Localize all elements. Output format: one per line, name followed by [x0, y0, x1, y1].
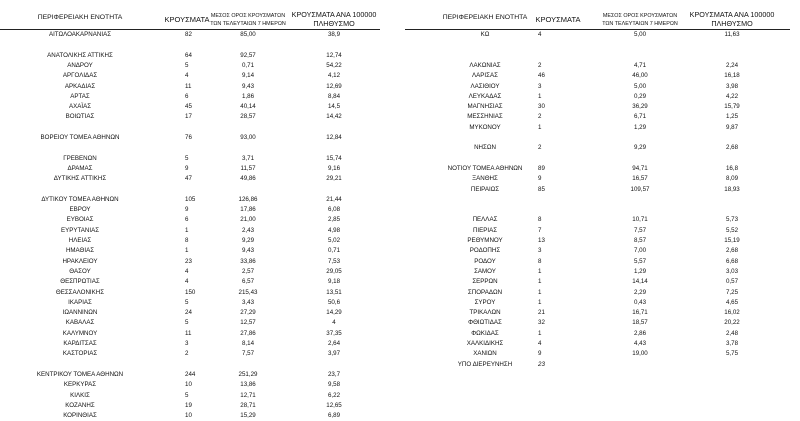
- right-header-per100k-line1: ΚΡΟΥΣΜΑΤΑ ΑΝΑ 100000: [689, 10, 775, 19]
- region-name: ΔΥΤΙΚΗΣ ΑΤΤΙΚΗΣ: [53, 175, 107, 183]
- cases-value: 19: [185, 401, 192, 409]
- region-name: ΘΑΣΟΥ: [69, 267, 91, 275]
- region-name: ΡΟΔΟΠΗΣ: [469, 247, 501, 255]
- region-name: ΣΑΜΟΥ: [474, 267, 496, 275]
- region-name: ΔΥΤΙΚΟΥ ΤΟΜΕΑ ΑΘΗΝΩΝ: [41, 195, 119, 203]
- cases-value: 21: [538, 309, 545, 317]
- avg-7day-value: 49,86: [240, 175, 256, 183]
- left-header-divider: [0, 29, 380, 30]
- region-name: ΘΕΣΣΑΛΟΝΙΚΗΣ: [55, 288, 105, 296]
- region-name: ΛΑΣΙΘΙΟΥ: [470, 82, 500, 90]
- avg-7day-value: 16,71: [632, 309, 648, 317]
- cases-value: 1: [538, 92, 542, 100]
- avg-7day-value: 12,57: [240, 319, 256, 327]
- cases-value: 3: [538, 247, 542, 255]
- left-header-avg-line1: ΜΕΣΟΣ ΟΡΟΣ ΚΡΟΥΣΜΑΤΩΝ: [210, 13, 286, 19]
- cases-value: 46: [538, 72, 545, 80]
- cases-value: 1: [538, 267, 542, 275]
- per-100k-value: 5,52: [725, 226, 739, 234]
- avg-7day-value: 5,57: [633, 257, 647, 265]
- per-100k-value: 2,24: [725, 61, 739, 69]
- region-name: ΡΕΘΥΜΝΟΥ: [467, 237, 503, 244]
- region-name: ΗΛΕΙΑΣ: [68, 237, 92, 244]
- cases-value: 4: [538, 31, 542, 38]
- per-100k-value: 12,69: [326, 82, 342, 90]
- cases-value: 5: [185, 319, 189, 327]
- cases-value: 76: [185, 134, 192, 141]
- region-name: ΡΟΔΟΥ: [474, 257, 496, 265]
- region-name: ΣΥΡΟΥ: [474, 298, 496, 306]
- region-name: ΛΑΚΩΝΙΑΣ: [469, 61, 501, 69]
- avg-7day-value: 28,71: [240, 401, 256, 409]
- avg-7day-value: 2,86: [633, 329, 647, 337]
- per-100k-value: 9,87: [725, 123, 739, 131]
- avg-7day-value: 93,00: [240, 134, 256, 141]
- per-100k-value: 54,22: [326, 61, 342, 69]
- cases-value: 47: [185, 175, 192, 183]
- region-name: ΜΥΚΟΝΟΥ: [469, 123, 501, 131]
- region-name: ΚΑΡΔΙΤΣΑΣ: [63, 340, 97, 347]
- avg-7day-value: 33,86: [240, 257, 256, 265]
- region-name: ΘΕΣΠΡΩΤΙΑΣ: [60, 278, 100, 286]
- per-100k-value: 5,75: [725, 350, 739, 358]
- cases-value: 11: [185, 82, 192, 90]
- avg-7day-value: 6,71: [633, 113, 647, 121]
- cases-value: 1: [538, 298, 542, 306]
- avg-7day-value: 6,57: [241, 278, 255, 286]
- per-100k-value: 15,74: [326, 154, 342, 162]
- avg-7day-value: 3,71: [241, 154, 255, 162]
- per-100k-value: 15,19: [724, 237, 740, 244]
- region-name: ΑΡΤΑΣ: [70, 92, 90, 100]
- cases-value: 1: [538, 123, 542, 131]
- avg-7day-value: 36,29: [632, 103, 648, 111]
- left-header-per100k-line1: ΚΡΟΥΣΜΑΤΑ ΑΝΑ 100000: [291, 10, 377, 19]
- region-name: ΚΟΖΑΝΗΣ: [65, 401, 95, 409]
- avg-7day-value: 16,57: [632, 175, 648, 183]
- cases-value: 11: [185, 329, 192, 337]
- region-name: ΑΝΑΤΟΛΙΚΗΣ ΑΤΤΙΚΗΣ: [47, 51, 113, 59]
- per-100k-value: 23,7: [327, 370, 341, 378]
- region-name: ΤΡΙΚΑΛΩΝ: [469, 309, 501, 317]
- cases-value: 105: [185, 195, 196, 203]
- per-100k-value: 21,44: [326, 195, 342, 203]
- avg-7day-value: 92,57: [240, 51, 256, 59]
- per-100k-value: 4,98: [327, 226, 341, 234]
- avg-7day-value: 0,71: [241, 61, 255, 69]
- avg-7day-value: 5,00: [633, 31, 647, 38]
- avg-7day-value: 9,14: [241, 72, 255, 80]
- per-100k-value: 3,78: [725, 340, 739, 347]
- avg-7day-value: 1,29: [633, 123, 647, 131]
- cases-value: 82: [185, 31, 192, 38]
- per-100k-value: 16,02: [724, 309, 740, 317]
- per-100k-value: 8,09: [725, 175, 739, 183]
- per-100k-value: 0,57: [725, 278, 739, 286]
- region-name: ΛΕΥΚΑΔΑΣ: [468, 92, 502, 100]
- avg-7day-value: 10,71: [632, 216, 648, 224]
- region-name: ΧΑΛΚΙΔΙΚΗΣ: [466, 340, 504, 347]
- avg-7day-value: 21,00: [240, 216, 256, 224]
- cases-value: 9: [538, 175, 542, 183]
- right-header-avg-line2: ΤΩΝ ΤΕΛΕΥΤΑΙΩΝ 7 ΗΜΕΡΩΝ: [602, 21, 678, 28]
- avg-7day-value: 9,43: [241, 82, 255, 90]
- cases-value: 4: [538, 340, 542, 347]
- cases-value: 17: [185, 113, 192, 121]
- avg-7day-value: 0,43: [633, 298, 647, 306]
- left-header-avg-line2: ΤΩΝ ΤΕΛΕΥΤΑΙΩΝ 7 ΗΜΕΡΩΝ: [210, 21, 286, 28]
- cases-value: 4: [185, 278, 189, 286]
- per-100k-value: 50,6: [327, 298, 341, 306]
- region-name: ΠΙΕΡΙΑΣ: [472, 226, 498, 234]
- region-name: ΕΒΡΟΥ: [69, 206, 91, 214]
- avg-7day-value: 13,86: [240, 381, 256, 389]
- region-name: ΚΩ: [480, 31, 490, 38]
- cases-value: 2: [538, 144, 542, 152]
- avg-7day-value: 85,00: [240, 31, 256, 38]
- cases-value: 23: [185, 257, 192, 265]
- region-name: ΚΑΛΥΜΝΟΥ: [62, 329, 98, 337]
- per-100k-value: 7,53: [327, 257, 341, 265]
- cases-value: 10: [185, 412, 192, 420]
- avg-7day-value: 7,00: [633, 247, 647, 255]
- cases-value: 3: [185, 340, 189, 347]
- avg-7day-value: 4,43: [633, 340, 647, 347]
- region-name: ΑΝΔΡΟΥ: [67, 61, 93, 69]
- avg-7day-value: 0,29: [633, 92, 647, 100]
- avg-7day-value: 1,86: [241, 92, 255, 100]
- avg-7day-value: 5,00: [633, 82, 647, 90]
- cases-value: 1: [538, 278, 542, 286]
- region-name: ΚΑΣΤΟΡΙΑΣ: [62, 350, 98, 358]
- cases-value: 9: [538, 350, 542, 358]
- per-100k-value: 12,74: [326, 51, 342, 59]
- avg-7day-value: 12,71: [240, 391, 256, 399]
- per-100k-value: 9,18: [327, 278, 341, 286]
- avg-7day-value: 19,00: [632, 350, 648, 358]
- region-name: ΗΜΑΘΙΑΣ: [65, 247, 95, 255]
- per-100k-value: 5,73: [725, 216, 739, 224]
- avg-7day-value: 40,14: [240, 103, 256, 111]
- region-name: ΚΕΝΤΡΙΚΟΥ ΤΟΜΕΑ ΑΘΗΝΩΝ: [36, 370, 124, 378]
- per-100k-value: 16,8: [725, 164, 739, 172]
- region-name: ΠΕΛΛΑΣ: [472, 216, 498, 224]
- per-100k-value: 29,21: [326, 175, 342, 183]
- right-header-region: ΠΕΡΙΦΕΡΕΙΑΚΗ ΕΝΟΤΗΤΑ: [442, 14, 528, 21]
- avg-7day-value: 9,43: [241, 247, 255, 255]
- cases-value: 2: [538, 61, 542, 69]
- cases-value: 1: [185, 226, 189, 234]
- cases-value: 9: [185, 206, 189, 214]
- cases-value: 8: [538, 216, 542, 224]
- per-100k-value: 12,65: [326, 401, 342, 409]
- right-header-divider: [405, 29, 790, 30]
- cases-value: 24: [185, 309, 192, 317]
- per-100k-value: 4,12: [327, 72, 341, 80]
- per-100k-value: 15,79: [724, 103, 740, 111]
- cases-value: 64: [185, 51, 192, 59]
- cases-value: 6: [185, 92, 189, 100]
- avg-7day-value: 1,29: [633, 267, 647, 275]
- region-name: ΒΟΡΕΙΟΥ ΤΟΜΕΑ ΑΘΗΝΩΝ: [40, 134, 120, 141]
- cases-value: 32: [538, 319, 545, 327]
- region-name: ΦΩΚΙΔΑΣ: [471, 329, 499, 337]
- avg-7day-value: 251,29: [238, 370, 258, 378]
- region-name: ΚΕΡΚΥΡΑΣ: [63, 381, 97, 389]
- region-name: ΕΥΒΟΙΑΣ: [66, 216, 94, 224]
- per-100k-value: 3,97: [327, 350, 341, 358]
- per-100k-value: 18,93: [724, 185, 740, 193]
- cases-value: 8: [538, 257, 542, 265]
- cases-value: 4: [185, 72, 189, 80]
- cases-value: 8: [185, 237, 189, 244]
- cases-value: 9: [185, 164, 189, 172]
- per-100k-value: 12,84: [326, 134, 342, 141]
- region-name: ΚΟΡΙΝΘΙΑΣ: [63, 412, 97, 420]
- avg-7day-value: 2,57: [241, 267, 255, 275]
- per-100k-value: 8,84: [327, 92, 341, 100]
- region-name: ΑΧΑΪΑΣ: [68, 103, 92, 111]
- avg-7day-value: 9,29: [241, 237, 255, 244]
- region-name: ΝΗΣΩΝ: [474, 144, 496, 152]
- avg-7day-value: 28,57: [240, 113, 256, 121]
- region-name: ΣΕΡΡΩΝ: [472, 278, 498, 286]
- per-100k-value: 6,68: [725, 257, 739, 265]
- per-100k-value: 9,58: [327, 381, 341, 389]
- avg-7day-value: 18,57: [632, 319, 648, 327]
- cases-value: 23: [538, 360, 545, 368]
- region-name: ΑΙΤΩΛΟΑΚΑΡΝΑΝΙΑΣ: [48, 31, 112, 38]
- region-name: ΕΥΡΥΤΑΝΙΑΣ: [60, 226, 100, 234]
- left-header-per100k-line2: ΠΛΗΘΥΣΜΟ: [313, 19, 355, 28]
- avg-7day-value: 46,00: [632, 72, 648, 80]
- cases-value: 1: [538, 329, 542, 337]
- per-100k-value: 14,42: [326, 113, 342, 121]
- per-100k-value: 3,03: [725, 267, 739, 275]
- region-name: ΙΩΑΝΝΙΝΩΝ: [62, 309, 98, 317]
- avg-7day-value: 17,86: [240, 206, 256, 214]
- avg-7day-value: 4,71: [633, 61, 647, 69]
- region-name: ΧΑΝΙΩΝ: [473, 350, 497, 358]
- left-header-avg: [208, 12, 288, 28]
- per-100k-value: 2,68: [725, 247, 739, 255]
- per-100k-value: 2,64: [327, 340, 341, 347]
- right-header-avg: [600, 12, 680, 28]
- right-header-per100k: [684, 10, 780, 28]
- avg-7day-value: 3,43: [241, 298, 255, 306]
- cases-value: 5: [185, 298, 189, 306]
- region-name: ΚΑΒΑΛΑΣ: [65, 319, 95, 327]
- region-name: ΑΡΓΟΛΙΔΑΣ: [62, 72, 98, 80]
- cases-value: 2: [538, 113, 542, 121]
- cases-value: 150: [185, 288, 196, 296]
- avg-7day-value: 15,29: [240, 412, 256, 420]
- right-header-per100k-line2: ΠΛΗΘΥΣΜΟ: [711, 19, 753, 28]
- cases-value: 6: [185, 216, 189, 224]
- avg-7day-value: 27,29: [240, 309, 256, 317]
- avg-7day-value: 11,57: [240, 164, 256, 172]
- per-100k-value: 5,02: [327, 237, 341, 244]
- region-name: ΔΡΑΜΑΣ: [67, 164, 93, 172]
- per-100k-value: 6,22: [327, 391, 341, 399]
- per-100k-value: 14,5: [327, 103, 341, 111]
- avg-7day-value: 9,29: [633, 144, 647, 152]
- left-header-region: ΠΕΡΙΦΕΡΕΙΑΚΗ ΕΝΟΤΗΤΑ: [37, 14, 123, 21]
- cases-value: 89: [538, 164, 545, 172]
- cases-value: 5: [185, 391, 189, 399]
- per-100k-value: 14,29: [326, 309, 342, 317]
- cases-value: 30: [538, 103, 545, 111]
- avg-7day-value: 7,57: [241, 350, 255, 358]
- right-header-cases: ΚΡΟΥΣΜΑΤΑ: [535, 15, 581, 24]
- per-100k-value: 2,85: [327, 216, 341, 224]
- region-name: ΛΑΡΙΣΑΣ: [472, 72, 498, 80]
- right-header-avg-line1: ΜΕΣΟΣ ΟΡΟΣ ΚΡΟΥΣΜΑΤΩΝ: [602, 13, 678, 19]
- per-100k-value: 13,51: [326, 288, 342, 296]
- per-100k-value: 0,71: [327, 247, 341, 255]
- cases-value: 2: [185, 350, 189, 358]
- avg-7day-value: 94,71: [632, 164, 648, 172]
- per-100k-value: 11,63: [724, 31, 740, 38]
- per-100k-value: 6,08: [327, 206, 341, 214]
- avg-7day-value: 109,57: [630, 185, 650, 193]
- cases-value: 4: [185, 267, 189, 275]
- cases-value: 5: [185, 61, 189, 69]
- region-name: ΒΟΙΩΤΙΑΣ: [65, 113, 95, 121]
- region-name: ΣΠΟΡΑΔΩΝ: [467, 288, 503, 296]
- left-header-cases: ΚΡΟΥΣΜΑΤΑ: [164, 15, 210, 24]
- cases-value: 1: [538, 288, 542, 296]
- per-100k-value: 20,22: [724, 319, 740, 327]
- avg-7day-value: 7,57: [633, 226, 647, 234]
- avg-7day-value: 8,57: [633, 237, 647, 244]
- cases-value: 1: [185, 247, 189, 255]
- cases-value: 244: [185, 370, 196, 378]
- region-name: ΞΑΝΘΗΣ: [472, 175, 498, 183]
- cases-value: 3: [538, 82, 542, 90]
- cases-value: 10: [185, 381, 192, 389]
- cases-value: 45: [185, 103, 192, 111]
- per-100k-value: 2,48: [725, 329, 739, 337]
- per-100k-value: 9,16: [327, 164, 341, 172]
- region-name: ΠΕΙΡΑΙΩΣ: [470, 185, 500, 193]
- left-header-per100k: [286, 10, 382, 28]
- avg-7day-value: 14,14: [632, 278, 648, 286]
- cases-value: 85: [538, 185, 545, 193]
- region-name: ΜΑΓΝΗΣΙΑΣ: [467, 103, 503, 111]
- per-100k-value: 1,25: [725, 113, 739, 121]
- cases-value: 13: [538, 237, 545, 244]
- region-name: ΥΠΟ ΔΙΕΡΕΥΝΗΣΗ: [457, 360, 513, 368]
- region-name: ΝΟΤΙΟΥ ΤΟΜΕΑ ΑΘΗΝΩΝ: [447, 164, 523, 172]
- per-100k-value: 4,65: [725, 298, 739, 306]
- per-100k-value: 4,22: [725, 92, 739, 100]
- region-name: ΚΙΛΚΙΣ: [70, 391, 90, 399]
- region-name: ΜΕΣΣΗΝΙΑΣ: [467, 113, 503, 121]
- avg-7day-value: 8,14: [241, 340, 255, 347]
- avg-7day-value: 126,86: [238, 195, 258, 203]
- region-name: ΗΡΑΚΛΕΙΟΥ: [62, 257, 98, 265]
- per-100k-value: 38,9: [327, 31, 341, 38]
- per-100k-value: 7,25: [725, 288, 739, 296]
- region-name: ΓΡΕΒΕΝΩΝ: [63, 154, 97, 162]
- per-100k-value: 6,89: [327, 412, 341, 420]
- avg-7day-value: 215,43: [238, 288, 258, 296]
- per-100k-value: 4: [332, 319, 336, 327]
- per-100k-value: 37,35: [326, 329, 342, 337]
- region-name: ΑΡΚΑΔΙΑΣ: [64, 82, 96, 90]
- avg-7day-value: 2,29: [633, 288, 647, 296]
- cases-value: 5: [185, 154, 189, 162]
- per-100k-value: 2,68: [725, 144, 739, 152]
- region-name: ΦΘΙΩΤΙΔΑΣ: [468, 319, 502, 327]
- per-100k-value: 16,18: [724, 72, 740, 80]
- avg-7day-value: 27,86: [240, 329, 256, 337]
- per-100k-value: 3,98: [725, 82, 739, 90]
- region-name: ΙΚΑΡΙΑΣ: [68, 298, 92, 306]
- per-100k-value: 29,05: [326, 267, 342, 275]
- cases-value: 7: [538, 226, 542, 234]
- avg-7day-value: 2,43: [241, 226, 255, 234]
